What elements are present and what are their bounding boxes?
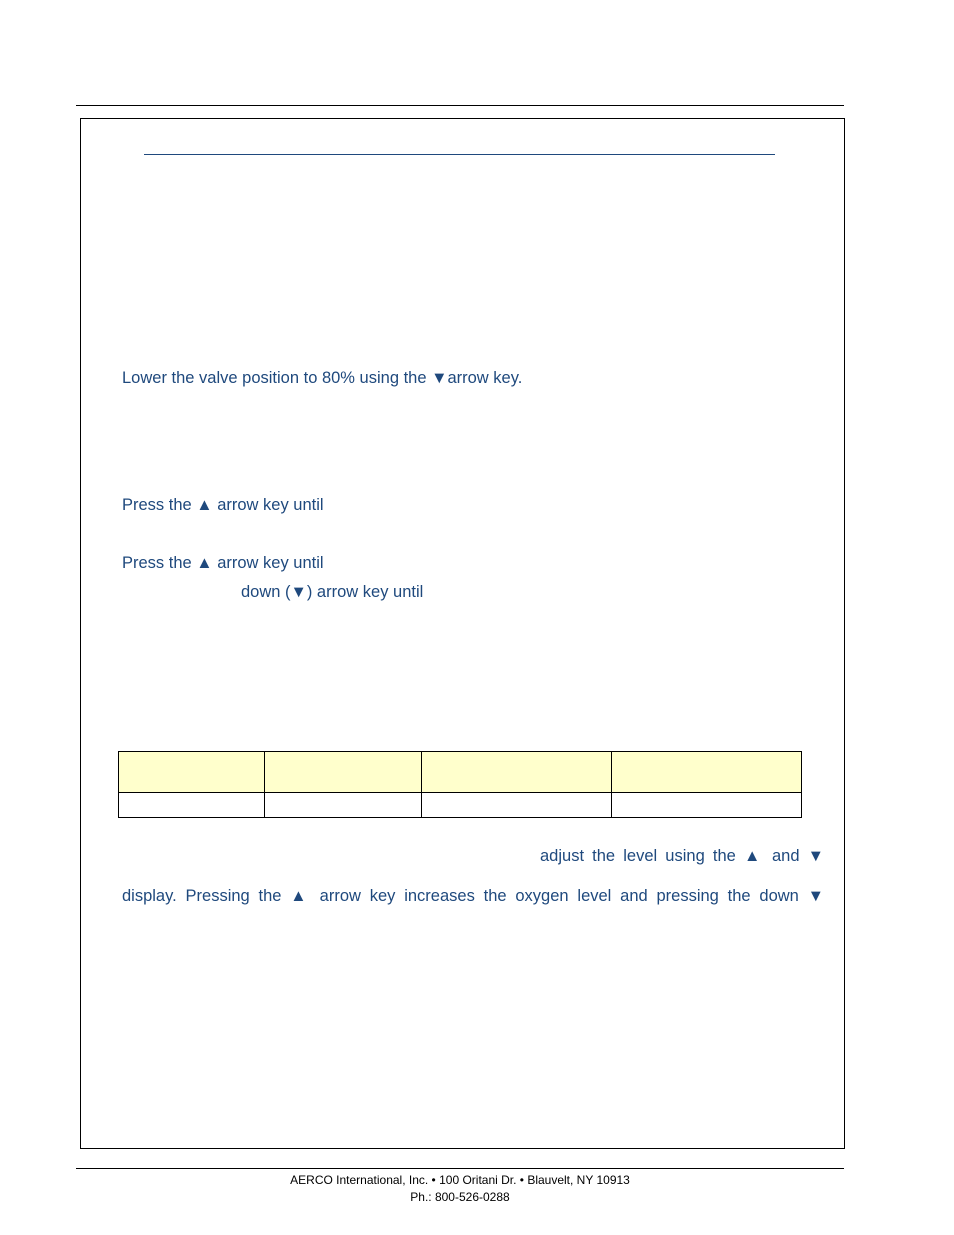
footer-phone: Ph.: 800-526-0288 xyxy=(410,1190,510,1204)
instruction-press-up-1: Press the ▲ arrow key until xyxy=(122,496,324,514)
section-heading-rule xyxy=(144,154,775,155)
instruction-lower-valve: Lower the valve position to 80% using the ▼arrow key. xyxy=(122,369,523,387)
content-frame xyxy=(80,118,845,1149)
header-rule xyxy=(76,105,844,106)
settings-table xyxy=(118,751,802,818)
instruction-adjust-level: adjust the level using the ▲ and ▼ xyxy=(540,847,824,865)
table-header-cell xyxy=(119,752,265,793)
page-footer xyxy=(0,1172,920,1206)
table-cell xyxy=(612,793,802,818)
table-cell xyxy=(265,793,422,818)
table-header-cell xyxy=(265,752,422,793)
table-header-cell xyxy=(612,752,802,793)
table-row xyxy=(119,793,802,818)
table-header-row xyxy=(119,752,802,793)
footer-rule xyxy=(76,1168,844,1169)
instruction-press-down: down (▼) arrow key until xyxy=(241,583,424,601)
instruction-oxygen-display: display. Pressing the ▲ arrow key increases the oxygen level and pressing the down ▼ xyxy=(122,887,824,905)
instruction-press-up-2: Press the ▲ arrow key until xyxy=(122,554,324,572)
table-cell xyxy=(422,793,612,818)
table-cell xyxy=(119,793,265,818)
table-header-cell xyxy=(422,752,612,793)
footer-address: AERCO International, Inc. • 100 Oritani Dr. • Blauvelt, NY 10913 xyxy=(290,1173,630,1187)
